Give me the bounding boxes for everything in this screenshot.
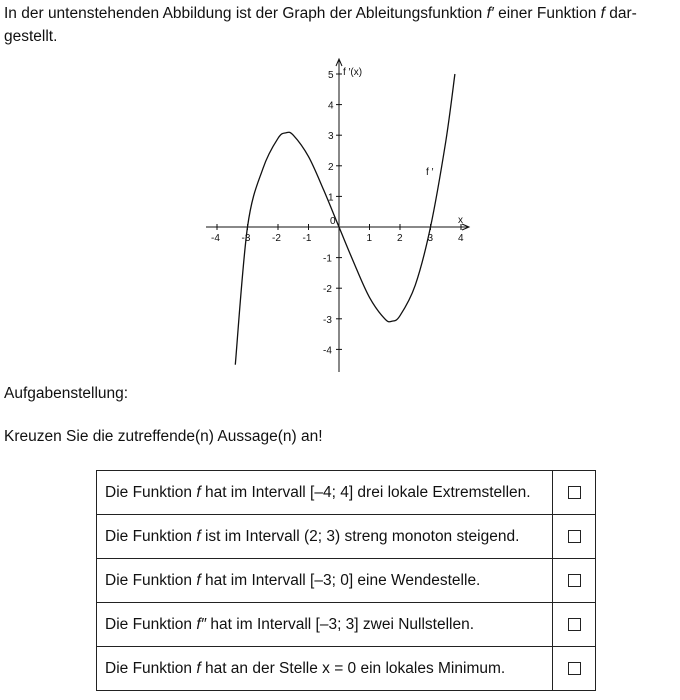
statement-text — [97, 603, 553, 647]
x-tick-label: 1 — [366, 233, 373, 244]
y-tick-label: 2 — [328, 161, 334, 173]
task-instruction: Kreuzen Sie die zutreffende(n) Aussage(n) an! — [4, 428, 323, 445]
x-axis-label: x — [458, 215, 463, 226]
y-tick-label: 5 — [328, 70, 334, 81]
statement-checkbox[interactable] — [568, 486, 581, 499]
x-tick-label: 3 — [427, 233, 434, 244]
statement-text — [97, 515, 553, 559]
statement-fn: f — [196, 659, 201, 677]
statement-row — [97, 515, 596, 559]
x-tick-label: 4 — [458, 233, 464, 244]
statement-pre: Die Funktion — [105, 571, 197, 589]
statement-post: hat im Intervall [–3; 3] zwei Nullstellen. — [206, 615, 475, 633]
y-tick-label: -1 — [323, 253, 332, 265]
statement-row — [97, 471, 596, 515]
statement-pre: Die Funktion — [105, 615, 197, 633]
checkbox-cell — [553, 603, 596, 647]
statement-post: hat im Intervall [–3; 0] eine Wendestelle. — [200, 571, 481, 589]
checkbox-cell — [553, 647, 596, 691]
checkbox-cell — [553, 515, 596, 559]
statement-fn: f″ — [196, 615, 207, 633]
statement-pre: Die Funktion — [105, 527, 197, 545]
y-tick-label: 3 — [328, 131, 334, 143]
origin-label: 0 — [330, 216, 336, 227]
intro-part3: dar- — [604, 5, 637, 22]
checkbox-cell — [553, 559, 596, 603]
x-tick-label: -3 — [241, 233, 251, 244]
statement-post: ist im Intervall (2; 3) streng monoton steigend. — [200, 527, 520, 545]
statements-table — [96, 470, 596, 691]
statement-text — [97, 559, 553, 603]
task-heading: Aufgabenstellung: — [4, 385, 129, 402]
intro-part1: In der untenstehenden Abbildung ist der Graph der Ableitungsfunktion — [4, 5, 487, 22]
y-tick-label: 4 — [328, 100, 334, 112]
statement-post: hat an der Stelle x = 0 ein lokales Minimum. — [200, 659, 506, 677]
x-tick-label: -4 — [211, 233, 220, 244]
statement-checkbox[interactable] — [568, 618, 581, 631]
statement-checkbox[interactable] — [568, 530, 581, 543]
statement-fn: f — [196, 527, 201, 545]
statement-row — [97, 559, 596, 603]
statement-text — [97, 647, 553, 691]
x-tick-label: 2 — [397, 233, 403, 244]
statement-text — [97, 471, 553, 515]
y-tick-label: -3 — [323, 314, 332, 326]
y-tick-label: 1 — [328, 192, 334, 204]
statement-fn: f — [196, 483, 201, 501]
checkbox-cell — [553, 471, 596, 515]
x-tick-label: -2 — [272, 233, 281, 244]
statement-pre: Die Funktion — [105, 659, 197, 677]
intro-f: f — [600, 5, 605, 22]
derivative-curve — [235, 74, 455, 365]
y-tick-label: -4 — [323, 345, 332, 357]
statement-post: hat im Intervall [–4; 4] drei lokale Extremstellen. — [200, 483, 531, 501]
statement-row — [97, 647, 596, 691]
statement-row — [97, 603, 596, 647]
y-tick-label: -2 — [323, 284, 332, 296]
statement-fn: f — [196, 571, 201, 589]
intro-part2: einer Funktion — [493, 5, 601, 22]
y-axis — [336, 59, 342, 372]
intro-line2: gestellt. — [4, 28, 58, 45]
statement-pre: Die Funktion — [105, 483, 197, 501]
x-tick-label: -1 — [302, 233, 312, 244]
curve-label: f ′ — [426, 167, 434, 178]
intro-fprime: f′ — [486, 5, 494, 22]
statement-checkbox[interactable] — [568, 574, 581, 587]
statement-checkbox[interactable] — [568, 662, 581, 675]
y-axis-label: f ′(x) — [343, 67, 363, 78]
